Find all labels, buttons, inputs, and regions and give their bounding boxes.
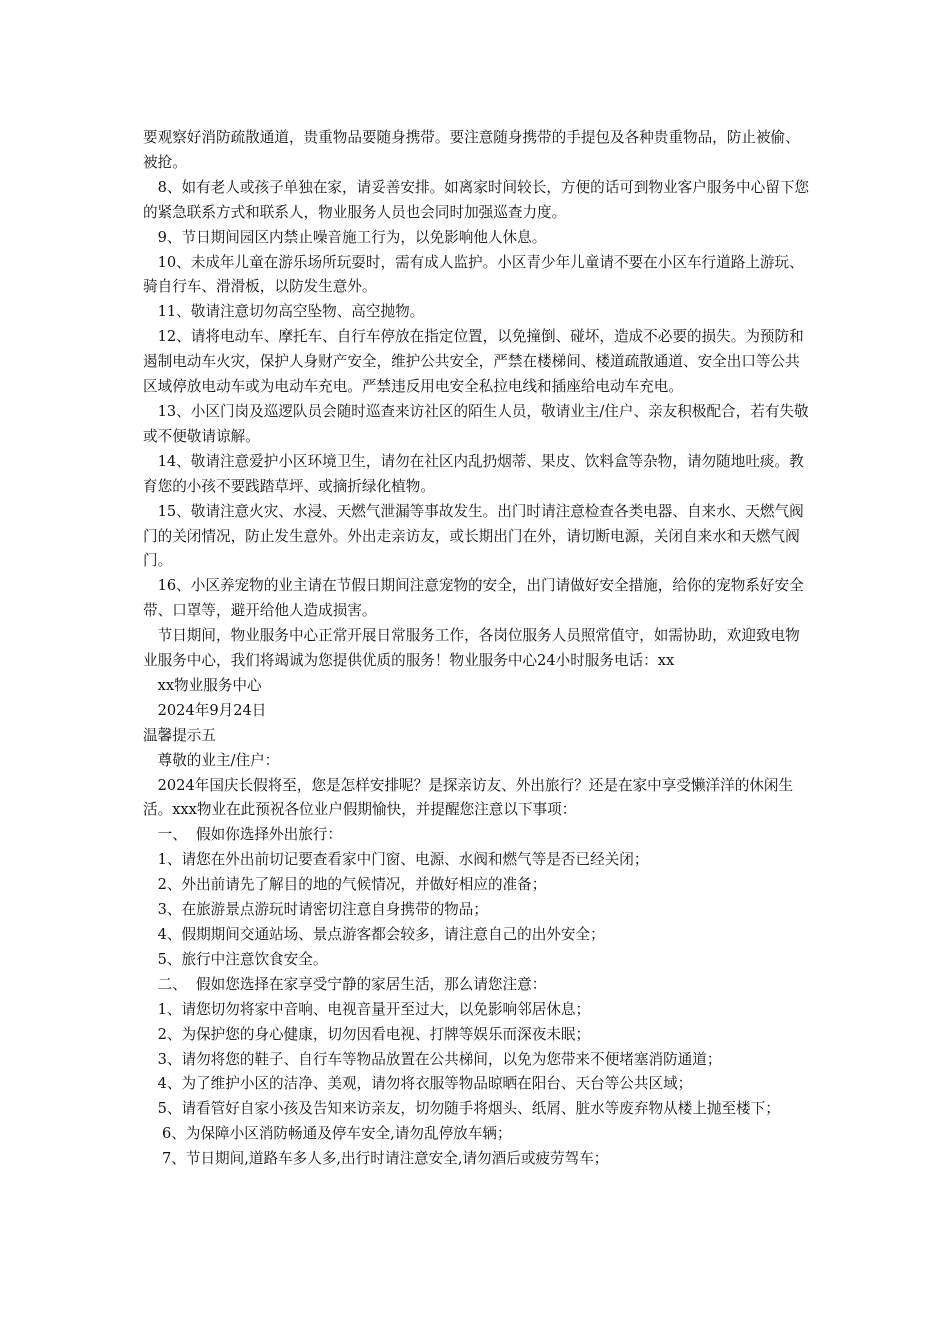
list-item: 7、节日期间,道路车多人多,出行时请注意安全,请勿酒后或疲劳驾车； xyxy=(161,1150,609,1168)
document-page xyxy=(143,126,813,1172)
list-item: 5、请看管好自家小孩及告知来访亲友，切勿随手将烟头、纸屑、脏水等废弃物从楼上抛至楼下； xyxy=(157,1100,780,1118)
date: 2024年9月24日 xyxy=(157,701,267,719)
list-item: 6、为保障小区消防畅通及停车安全,请勿乱停放车辆； xyxy=(161,1125,512,1143)
paragraph: 2024年国庆长假将至，您是怎样安排呢？是探亲访友、外出旅行？还是在家中享受懒洋洋的休闲生活。xxx物业在此预祝各位业户假期愉快，并提醒您注意以下事项： xyxy=(143,776,794,819)
paragraph: 8、如有老人或孩子单独在家，请妥善安排。如离家时间较长，方便的话可到物业客户服务中心留下您的紧急联系方式和联系人，物业服务人员也会同时加强巡查力度。 xyxy=(143,178,810,221)
list-item: 5、旅行中注意饮食安全。 xyxy=(157,950,328,968)
paragraph: 16、小区养宠物的业主请在节假日期间注意宠物的安全，出门请做好安全措施，给你的宠物系好安全带、口罩等，避开给他人造成损害。 xyxy=(143,577,804,620)
list-item: 3、在旅游景点游玩时请密切注意自身携带的物品； xyxy=(157,901,488,919)
list-item: 4、为了维护小区的洁净、美观，请勿将衣服等物品晾晒在阳台、天台等公共区域； xyxy=(157,1075,693,1093)
paragraph: 13、小区门岗及巡逻队员会随时巡查来访社区的陌生人员，敬请业主/住户、亲友积极配合，若有失敬或不便敬请谅解。 xyxy=(143,402,809,445)
salutation: 尊敬的业主/住户： xyxy=(157,751,280,769)
subheading: 二、 假如您选择在家享受宁静的家居生活，那么请您注意： xyxy=(157,975,547,993)
paragraph: 15、敬请注意火灾、水浸、天燃气泄漏等事故发生。出门时请注意检查各类电器、自来水、天燃气阀门的关闭情况，防止发生意外。外出走亲访友，或长期出门在外，请切断电源，关闭自来水和天燃气阀门。 xyxy=(143,502,804,570)
list-item: 2、外出前请先了解目的地的气候情况，并做好相应的准备； xyxy=(157,876,547,894)
paragraph: 10、未成年儿童在游乐场所玩耍时，需有成人监护。小区青少年儿童请不要在小区车行道路上游玩、骑自行车、滑滑板，以防发生意外。 xyxy=(143,253,804,296)
paragraph: 12、请将电动车、摩托车、自行车停放在指定位置，以免撞倒、碰坏，造成不必要的损失。为预防和遏制电动车火灾，保护人身财产安全，维护公共安全，严禁在楼梯间、楼道疏散通道、安全出口等公共区域停放电动车或为电动车充电。严禁违反用电安全私拉电线和插座给电动车充电。 xyxy=(143,328,804,396)
section-title: 温馨提示五 xyxy=(143,726,216,744)
signature: xx物业服务中心 xyxy=(157,676,262,694)
paragraph: 11、敬请注意切勿高空坠物、高空抛物。 xyxy=(157,303,425,321)
paragraph: 要观察好消防疏散通道，贵重物品要随身携带。要注意随身携带的手提包及各种贵重物品，防止被偷、被抢。 xyxy=(143,129,800,171)
paragraph: 9、节日期间园区内禁止噪音施工行为，以免影响他人休息。 xyxy=(157,228,547,246)
list-item: 4、假期期间交通站场、景点游客都会较多，请注意自己的出外安全； xyxy=(157,926,605,943)
list-item: 1、请您切勿将家中音响、电视音量开至过大，以免影响邻居休息； xyxy=(157,1000,591,1018)
paragraph: 14、敬请注意爱护小区环境卫生，请勿在社区内乱扔烟蒂、果皮、饮料盒等杂物，请勿随地吐痰。教育您的小孩不要践踏草坪、或摘折绿化植物。 xyxy=(143,452,804,495)
list-item: 1、请您在外出前切记要查看家中门窗、电源、水阀和燃气等是否已经关闭； xyxy=(157,851,649,869)
closing-paragraph: 节日期间，物业服务中心正常开展日常服务工作，各岗位服务人员照常值守，如需协助，欢迎致电物业服务中心，我们将竭诚为您提供优质的服务！物业服务中心24小时服务电话：xx xyxy=(143,627,800,670)
subheading: 一、 假如你选择外出旅行： xyxy=(157,826,342,844)
list-item: 2、为保护您的身心健康，切勿因看电视、打牌等娱乐而深夜未眠； xyxy=(157,1025,591,1043)
list-item: 3、请勿将您的鞋子、自行车等物品放置在公共梯间，以免为您带来不便堵塞消防通道； xyxy=(157,1050,722,1068)
